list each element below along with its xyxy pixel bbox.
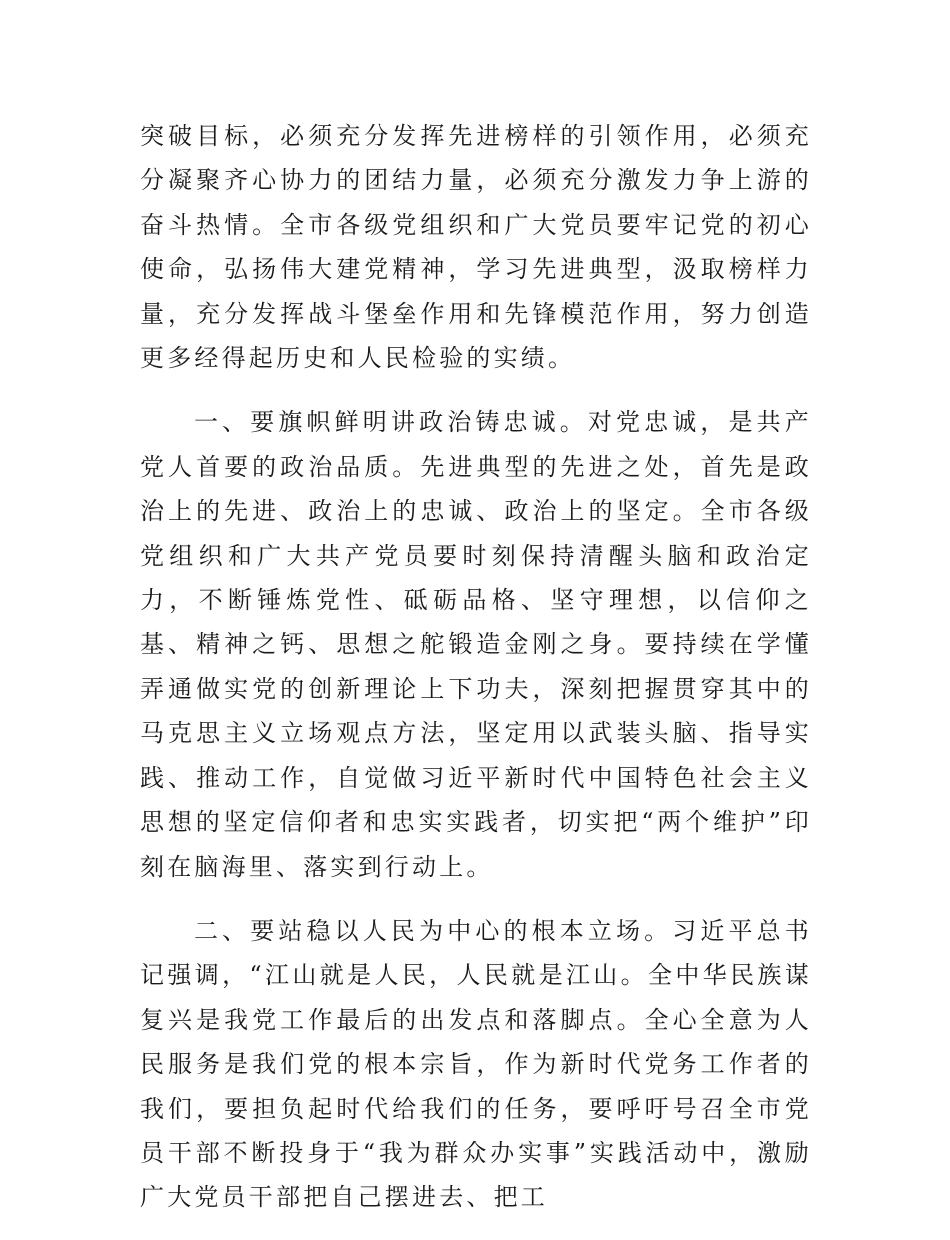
paragraph-continuation: 突破目标，必须充分发挥先进榜样的引领作用，必须充分凝聚齐心协力的团结力量，必须充分激发力争上游的奋斗热情。全市各级党组织和广大党员要牢记党的初心使命，弘扬伟大建党精神，学习先进典型，汲取榜样力量，充分发挥战斗堡垒作用和先锋模范作用，努力创造更多经得起历史和人民检验的实绩。: [140, 122, 812, 373]
paragraph-section-one: 一、要旗帜鲜明讲政治铸忠诚。对党忠诚，是共产党人首要的政治品质。先进典型的先进之处，首先是政治上的先进、政治上的忠诚、政治上的坚定。全市各级党组织和广大共产党员要时刻保持清醒头脑和政治定力，不断锤炼党性、砥砺品格、坚守理想，以信仰之基、精神之钙、思想之舵锻造金刚之身。要持续在学懂弄通做实党的创新理论上下功夫，深刻把握贯穿其中的马克思主义立场观点方法，坚定用以武装头脑、指导实践、推动工作，自觉做习近平新时代中国特色社会主义思想的坚定信仰者和忠实实践者，切实把“两个维护”印刻在脑海里、落实到行动上。: [140, 408, 812, 881]
paragraph-section-two: 二、要站稳以人民为中心的根本立场。习近平总书记强调，“江山就是人民，人民就是江山。全中华民族谋复兴是我党工作最后的出发点和落脚点。全心全意为人民服务是我们党的根本宗旨，作为新时代党务工作者的我们，要担负起时代给我们的任务，要呼吁号召全市党员干部不断投身于“我为群众办实事”实践活动中，激励广大党员干部把自己摆进去、把工: [140, 916, 812, 1212]
document-body: [140, 114, 812, 1240]
